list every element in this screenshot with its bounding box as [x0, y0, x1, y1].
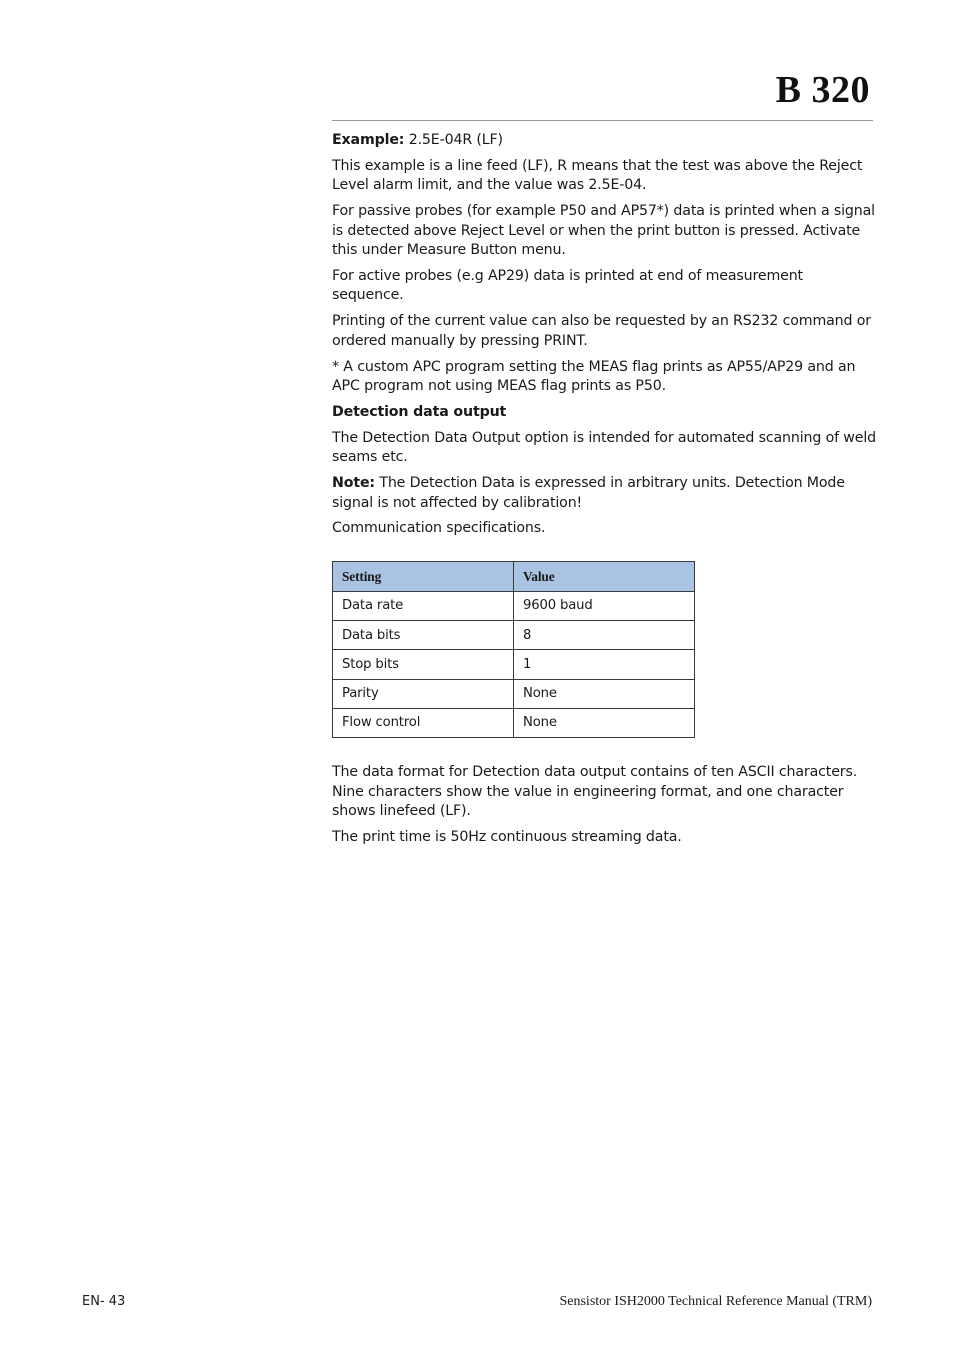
- table-cell: Data rate: [333, 591, 514, 620]
- paragraph-print-current: Printing of the current value can also be requested by an RS232 command or ordered manually by pressing PRINT.: [332, 313, 871, 349]
- table-cell: Flow control: [333, 709, 514, 738]
- table-cell: Stop bits: [333, 650, 514, 679]
- header-divider: [332, 120, 873, 121]
- paragraph-line-feed: This example is a line feed (LF), R means that the test was above the Reject Level alarm limit, and the value was 2.5E-04.: [332, 157, 863, 194]
- example-paragraph: [332, 131, 877, 150]
- paragraph-data-format: The data format for Detection data output contains of ten ASCII characters. Nine characters show the value in engineering format, and one character shows linefeed (LF).: [332, 764, 858, 820]
- communication-spec-table: [332, 561, 695, 738]
- paragraph-passive-probes: For passive probes (for example P50 and AP57*) data is printed when a signal is detected above Reject Level or when the print button is pressed. Activate this under Measure Button menu.: [332, 203, 875, 259]
- paragraph-apc-note: * A custom APC program setting the MEAS flag prints as AP55/AP29 and an APC program not using MEAS flag prints as P50.: [332, 358, 856, 394]
- paragraph-print-time: The print time is 50Hz continuous streaming data.: [332, 829, 682, 846]
- table-cell: None: [514, 679, 695, 708]
- table-row: [333, 591, 695, 620]
- table-cell: None: [514, 709, 695, 738]
- page-title: B 320: [775, 69, 870, 111]
- note-text: The Detection Data is expressed in arbitrary units. Detection Mode signal is not affected by calibration!: [332, 475, 845, 511]
- table-row: [333, 709, 695, 738]
- paragraph-detection-intro: The Detection Data Output option is intended for automated scanning of weld seams etc.: [332, 429, 876, 466]
- example-label: Example:: [332, 132, 405, 148]
- note-label: Note:: [332, 475, 375, 492]
- column-header-value: Value: [514, 561, 695, 591]
- paragraph-comm-spec: Communication specifications.: [332, 520, 546, 537]
- main-content: [332, 131, 877, 854]
- table-cell: Data bits: [333, 621, 514, 650]
- table-row: [333, 679, 695, 708]
- manual-title: Sensistor ISH2000 Technical Reference Manual (TRM): [559, 1294, 872, 1309]
- table-header-row: [333, 561, 695, 591]
- section-heading: Detection data output: [332, 403, 507, 420]
- table-row: [333, 650, 695, 679]
- page-number: EN- 43: [82, 1294, 126, 1309]
- table-cell: 1: [514, 650, 695, 679]
- table-row: [333, 621, 695, 650]
- column-header-setting: Setting: [333, 561, 514, 591]
- table-cell: 8: [514, 621, 695, 650]
- example-value: 2.5E-04R (LF): [404, 132, 503, 148]
- paragraph-active-probes: For active probes (e.g AP29) data is printed at end of measurement sequence.: [332, 267, 803, 304]
- table-cell: 9600 baud: [514, 591, 695, 620]
- table-cell: Parity: [333, 679, 514, 708]
- note-paragraph: [332, 474, 877, 513]
